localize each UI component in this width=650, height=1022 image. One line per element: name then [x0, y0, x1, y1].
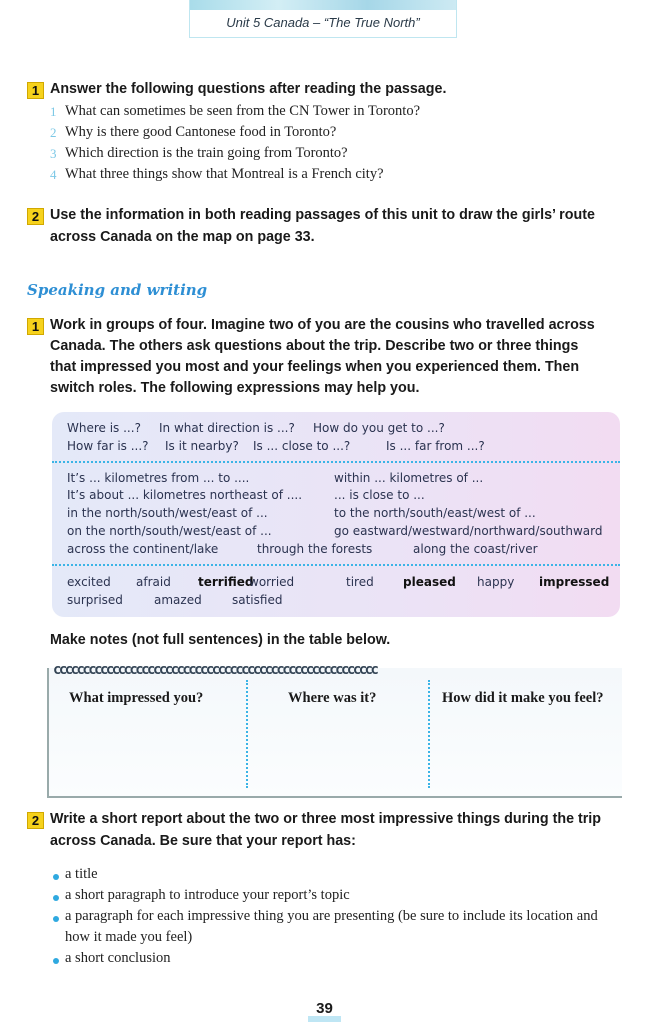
bullet-text: a title — [65, 866, 98, 882]
bullet-text: a paragraph for each impressive thing you are presenting (be sure to include its location and — [65, 908, 598, 924]
expression: across the continent/lake — [67, 542, 219, 556]
exercise-number-badge: 1 — [27, 82, 44, 99]
exercise-instruction: Write a short report about the two or three most impressive things during the trip — [50, 811, 602, 827]
expression: It’s ... kilometres from ... to .... — [67, 471, 250, 485]
expression: to the north/south/east/west of ... — [334, 506, 536, 520]
bullet-icon — [53, 958, 59, 964]
exercise-number-badge: 2 — [27, 812, 44, 829]
exercise-instruction: Answer the following questions after reading the passage. — [50, 81, 447, 97]
question-text: What three things show that Montreal is a French city? — [65, 166, 384, 182]
notes-instruction: Make notes (not full sentences) in the table below. — [50, 632, 391, 648]
expression: Is it nearby? — [165, 439, 239, 453]
feeling-word: amazed — [154, 593, 202, 607]
expression: How do you get to ...? — [313, 421, 445, 435]
bullet-text: a short paragraph to introduce your report’s topic — [65, 887, 350, 903]
question-number: 1 — [50, 104, 57, 119]
dotted-divider — [52, 461, 620, 463]
question-text: What can sometimes be seen from the CN Tower in Toronto? — [65, 103, 421, 119]
exercise-number-badge: 1 — [27, 318, 44, 335]
exercise-number-badge: 2 — [27, 208, 44, 225]
feeling-word: tired — [346, 575, 374, 589]
expression: within ... kilometres of ... — [334, 471, 484, 485]
header-image-strip — [190, 0, 456, 10]
bullet-icon — [53, 916, 59, 922]
expression: through the forests — [257, 542, 373, 556]
feeling-word: worried — [249, 575, 295, 589]
table-header: What impressed you? — [69, 690, 204, 706]
question-number: 3 — [50, 146, 57, 161]
exercise-instruction: Use the information in both reading passages of this unit to draw the girls’ route — [50, 207, 595, 223]
feeling-word: excited — [67, 575, 111, 589]
expression: on the north/south/west/east of ... — [67, 524, 272, 538]
question-text: Which direction is the train going from Toronto? — [65, 145, 348, 161]
spiral-binding: ccccccccccccccccccccccccccccccccccccccccccccccccccccccc — [53, 662, 377, 678]
expression: How far is ...? — [67, 439, 149, 453]
feeling-word: surprised — [67, 593, 123, 607]
question-number: 4 — [50, 167, 57, 182]
expression: go eastward/westward/northward/southward — [334, 524, 603, 538]
notes-cell-impressed[interactable] — [49, 713, 246, 796]
feeling-word: afraid — [136, 575, 171, 589]
exercise-instruction: that impressed you most and your feelings when you experienced them. Then — [50, 359, 580, 375]
exercise-instruction: across Canada. Be sure that your report has: — [50, 833, 356, 849]
bullet-icon — [53, 895, 59, 901]
expression: Is ... far from ...? — [386, 439, 485, 453]
bullet-text-continued: how it made you feel) — [65, 929, 193, 945]
feeling-word: terrified — [198, 575, 254, 589]
expression: It’s about ... kilometres northeast of .... — [67, 488, 303, 502]
feeling-word: pleased — [403, 575, 456, 589]
expression: Where is ...? — [67, 421, 141, 435]
feeling-word: satisfied — [232, 593, 283, 607]
unit-title: Unit 5 Canada – “The True North” — [226, 15, 420, 30]
exercise-instruction: Canada. The others ask questions about the trip. Describe two or three things — [50, 338, 579, 354]
expression: In what direction is ...? — [159, 421, 295, 435]
dotted-divider — [52, 564, 620, 566]
section-title: Speaking and writing — [27, 281, 208, 299]
notes-cell-feel[interactable] — [430, 713, 622, 796]
bullet-icon — [53, 874, 59, 880]
page-number: 39 — [308, 998, 341, 1022]
unit-header — [189, 0, 457, 38]
expression: Is ... close to ...? — [253, 439, 351, 453]
notes-cell-where[interactable] — [248, 713, 428, 796]
feeling-word: happy — [477, 575, 515, 589]
useful-expressions-box — [52, 412, 620, 617]
question-text: Why is there good Cantonese food in Toronto? — [65, 124, 337, 140]
feeling-word: impressed — [539, 575, 610, 589]
notes-table — [47, 662, 622, 798]
table-header: How did it make you feel? — [442, 690, 604, 706]
bullet-text: a short conclusion — [65, 950, 171, 966]
table-header: Where was it? — [288, 690, 377, 706]
expression: in the north/south/west/east of ... — [67, 506, 268, 520]
expression: along the coast/river — [413, 542, 538, 556]
exercise-instruction: Work in groups of four. Imagine two of you are the cousins who travelled across — [50, 317, 595, 333]
exercise-instruction: across Canada on the map on page 33. — [50, 229, 315, 245]
question-number: 2 — [50, 125, 57, 140]
exercise-instruction: switch roles. The following expressions may help you. — [50, 380, 420, 396]
expression: ... is close to ... — [334, 488, 425, 502]
